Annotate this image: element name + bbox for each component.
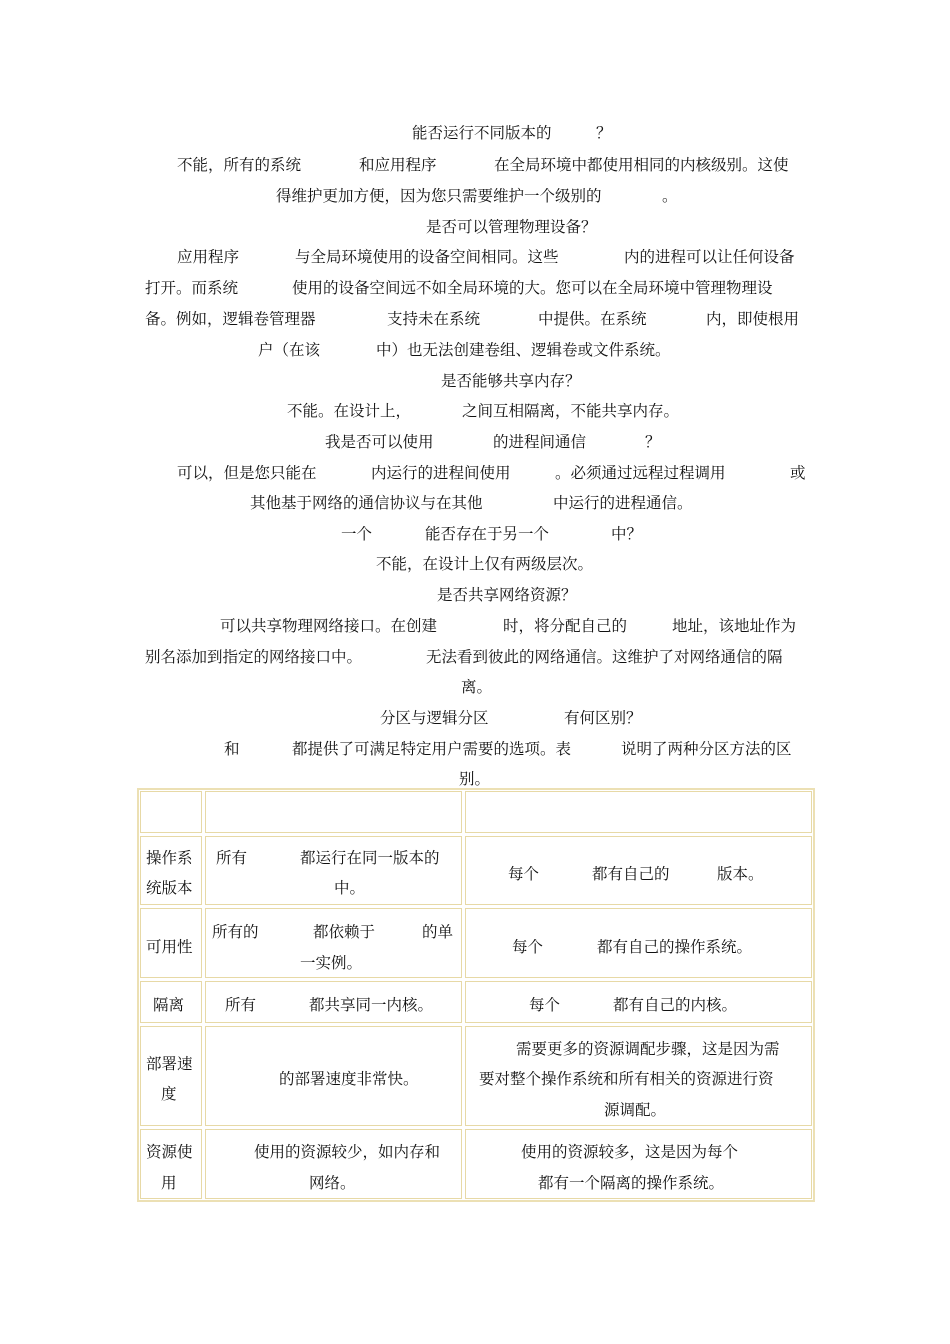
answer-segment: 地址，该地址作为 xyxy=(672,617,797,635)
cell-text: 都有一个隔离的操作系统。 xyxy=(538,1174,725,1192)
cell-text: 每个 xyxy=(512,938,544,956)
question-1 xyxy=(412,118,552,149)
answer-segment: 和应用程序 xyxy=(359,156,437,174)
answer-segment: 内运行的进程间使用 xyxy=(371,464,511,482)
table-row-label xyxy=(140,1026,202,1126)
answer-segment: 得维护更加方便，因为您只需要维护一个级别的 xyxy=(276,187,602,205)
row-label-text: 隔离 xyxy=(153,996,185,1014)
cell-text: 使用的资源较多，这是因为每个 xyxy=(521,1143,739,1161)
cell-text: 的单 xyxy=(422,923,454,941)
answer-segment: 不能，所有的系统 xyxy=(177,156,302,174)
answer-segment: 户（在该 xyxy=(258,341,321,359)
row-label-text: 操作系 xyxy=(146,849,193,867)
answer-segment: 其他基于网络的通信协议与在其他 xyxy=(250,494,483,512)
question-3: 是否能够共享内存？ xyxy=(441,372,581,390)
answer-segment: 内，即使根用 xyxy=(706,310,800,328)
cell-text: 源调配。 xyxy=(604,1101,667,1119)
answer-segment: 时，将分配自己的 xyxy=(503,617,628,635)
answer-segment: 应用程序 xyxy=(177,248,240,266)
answer-segment: 支持未在系统 xyxy=(387,310,481,328)
table-header-cell xyxy=(140,791,202,833)
question-text: 能否运行不同版本的 xyxy=(412,124,552,142)
answer-segment: 可以，但是您只能在 xyxy=(177,464,317,482)
answer-segment: 备。例如，逻辑卷管理器 xyxy=(145,310,316,328)
cell-text: 都运行在同一版本的 xyxy=(300,849,440,867)
cell-text: 都有自己的内核。 xyxy=(613,996,738,1014)
cell-text: 都共享同一内核。 xyxy=(309,996,434,1014)
answer-segment: 不能。在设计上， xyxy=(287,402,412,420)
question-1-mark: ？ xyxy=(596,124,612,142)
cell-text: 每个 xyxy=(508,865,540,883)
cell-text: 所有 xyxy=(225,996,257,1014)
answer-segment: 和 xyxy=(224,740,240,758)
answer-segment: 在全局环境中都使用相同的内核级别。这使 xyxy=(494,156,789,174)
answer-segment: 中运行的进程通信。 xyxy=(553,494,693,512)
cell-text: 中。 xyxy=(334,879,366,897)
answer-segment: 都提供了可满足特定用户需要的选项。表 xyxy=(292,740,572,758)
question-4: 我是否可以使用 xyxy=(325,433,434,451)
answer-segment: 别名添加到指定的网络接口中。 xyxy=(145,648,363,666)
answer-segment: 与全局环境使用的设备空间相同。这些 xyxy=(295,248,559,266)
answer-segment: 打开。而系统 xyxy=(145,279,239,297)
answer-segment: 无法看到彼此的网络通信。这维护了对网络通信的隔 xyxy=(426,648,783,666)
answer-segment: 或 xyxy=(790,464,806,482)
row-label-text: 统版本 xyxy=(146,879,193,897)
row-label-text: 资源使 xyxy=(146,1143,193,1161)
cell-text: 的部署速度非常快。 xyxy=(279,1070,419,1088)
cell-text: 每个 xyxy=(529,996,561,1014)
question-5-part: 能否存在于另一个 xyxy=(425,525,550,543)
row-label-text: 部署速 xyxy=(146,1055,193,1073)
cell-text: 要对整个操作系统和所有相关的资源进行资 xyxy=(479,1070,774,1088)
cell-text: 所有的 xyxy=(212,923,259,941)
answer-segment: 说明了两种分区方法的区 xyxy=(621,740,792,758)
cell-text: 所有 xyxy=(216,849,248,867)
answer-segment: 之间互相隔离，不能共享内存。 xyxy=(462,402,680,420)
cell-text: 一实例。 xyxy=(300,954,363,972)
answer-segment: 别。 xyxy=(459,770,491,788)
cell-text: 网络。 xyxy=(309,1174,356,1192)
row-label-text: 可用性 xyxy=(146,938,193,956)
table-header-cell xyxy=(205,791,462,833)
answer-segment: 。 xyxy=(662,187,678,205)
answer-segment: 可以共享物理网络接口。在创建 xyxy=(220,617,438,635)
question-5: 一个 xyxy=(341,525,373,543)
cell-text: 需要更多的资源调配步骤，这是因为需 xyxy=(516,1040,780,1058)
answer-segment: 中）也无法创建卷组、逻辑卷或文件系统。 xyxy=(376,341,671,359)
question-5-part: 中？ xyxy=(611,525,643,543)
answer-segment: 内的进程可以让任何设备 xyxy=(624,248,795,266)
answer-segment: 使用的设备空间远不如全局环境的大。您可以在全局环境中管理物理设 xyxy=(292,279,773,297)
row-label-text: 度 xyxy=(161,1085,177,1103)
cell-text: 都依赖于 xyxy=(313,923,376,941)
row-label-text: 用 xyxy=(161,1174,177,1192)
question-6: 是否共享网络资源？ xyxy=(437,586,577,604)
answer-segment: 不能，在设计上仅有两级层次。 xyxy=(376,555,594,573)
question-7-part: 有何区别？ xyxy=(564,709,642,727)
cell-text: 都有自己的 xyxy=(592,865,670,883)
cell-text: 使用的资源较少，如内存和 xyxy=(254,1143,441,1161)
question-4-part: 的进程间通信 xyxy=(493,433,587,451)
answer-segment: 离。 xyxy=(461,678,493,696)
answer-segment: 。必须通过远程过程调用 xyxy=(555,464,726,482)
cell-text: 都有自己的操作系统。 xyxy=(597,938,753,956)
cell-text: 版本。 xyxy=(717,865,764,883)
question-2: 是否可以管理物理设备？ xyxy=(426,218,597,236)
question-7: 分区与逻辑分区 xyxy=(380,709,489,727)
answer-segment: 中提供。在系统 xyxy=(538,310,647,328)
table-header-cell xyxy=(465,791,812,833)
question-4-mark: ？ xyxy=(645,433,661,451)
